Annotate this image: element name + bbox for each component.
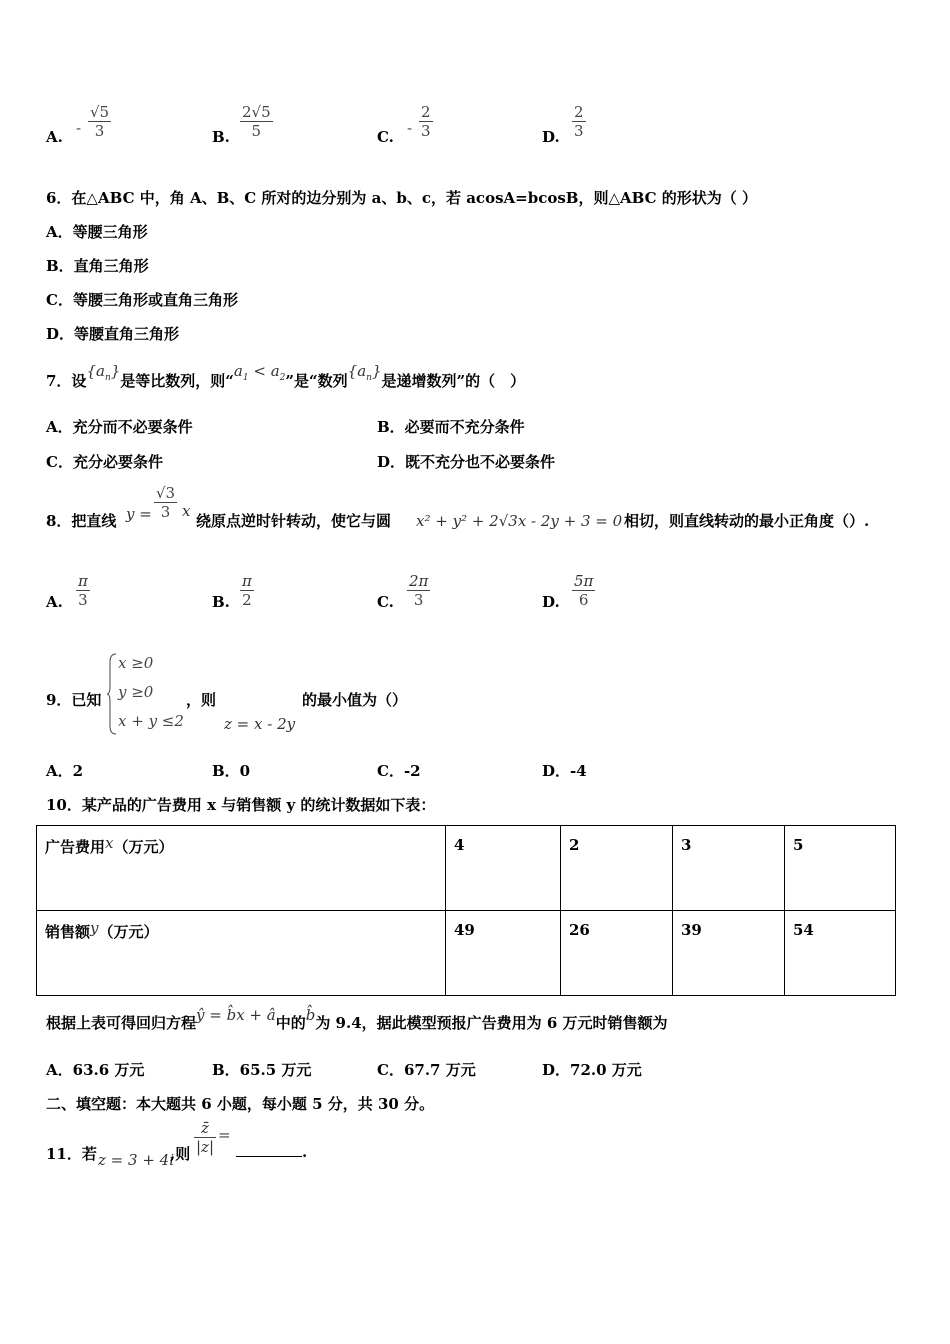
q8-option-d-fraction xyxy=(572,572,595,609)
q11-answer-blank[interactable] xyxy=(232,1143,307,1161)
q11-text-1: 11．若 xyxy=(46,1145,97,1163)
q7-text-1: 7．设 xyxy=(46,372,87,390)
q7-cond-sub2: 2 xyxy=(279,373,286,383)
q8-option-a-den: 3 xyxy=(78,591,88,609)
q11-z-value: z = 3 + 4i xyxy=(98,1151,174,1169)
q11-period: . xyxy=(302,1143,308,1161)
q10-after-text-3: 为 9.4，据此模型预报广告费用为 6 万元时销售额为 xyxy=(315,1014,668,1032)
q9-brace-icon xyxy=(106,652,118,736)
q5-option-a-num: √5 xyxy=(90,103,110,121)
q11-num: z̄ xyxy=(201,1119,209,1137)
q8-option-b-num: π xyxy=(242,572,252,590)
q5-option-a-sign: - xyxy=(76,119,82,137)
q7-condition xyxy=(233,362,286,383)
q11-den: |z| xyxy=(196,1138,215,1156)
q10-regression-equation: ŷ = b̂x + â xyxy=(196,1006,276,1024)
table-row xyxy=(37,826,896,911)
q7-cond-a1: a xyxy=(233,362,243,380)
q5-option-c-sign: - xyxy=(407,119,413,137)
q8-option-a-fraction xyxy=(76,572,90,609)
q7-text-4: 是递增数列”的（ ） xyxy=(381,372,526,390)
q7-cond-lt: < xyxy=(248,362,271,380)
q7-seq2-a: {a xyxy=(347,362,367,380)
q7-option-d: D．既不充分也不必要条件 xyxy=(377,453,556,471)
q7-seq-an-2 xyxy=(347,362,382,383)
q8-option-b-label: B. xyxy=(212,593,230,611)
q9-objective: z = x - 2y xyxy=(224,715,296,733)
row2-var: y xyxy=(90,919,99,937)
table-cell: 2 xyxy=(561,826,673,911)
q9-constraint-1: x ≥0 xyxy=(118,654,154,672)
q8-circle-equation: x² + y² + 2√3x - 2y + 3 = 0 xyxy=(416,512,623,530)
q5-option-b-num: 2√5 xyxy=(242,103,271,121)
table-cell: 54 xyxy=(785,911,896,996)
q7-option-b: B．必要而不充分条件 xyxy=(377,418,525,436)
q5-option-a-fraction xyxy=(76,103,111,140)
table-cell: 39 xyxy=(673,911,785,996)
row1-unit: （万元） xyxy=(113,838,174,856)
q7-seq2-close: } xyxy=(371,362,382,380)
q8-option-b-den: 2 xyxy=(242,591,252,609)
q6-stem: 6．在△ABC 中，角 A、B、C 所对的边分别为 a、b、c，若 acosA=bcosB，则△ABC 的形状为（ ） xyxy=(46,189,757,207)
q9-constraint-2: y ≥0 xyxy=(118,683,154,701)
q8-option-a-num: π xyxy=(78,572,88,590)
q10-bhat: b̂ xyxy=(305,1006,316,1024)
q7-cond-a2: a xyxy=(270,362,280,380)
q8-option-c-den: 3 xyxy=(413,591,424,609)
q5-option-c-label: C. xyxy=(377,128,394,146)
section-2-heading: 二、填空题：本大题共 6 小题，每小题 5 分，共 30 分。 xyxy=(46,1095,435,1113)
q5-option-a-label: A. xyxy=(46,128,63,146)
q9-text-1: 9．已知 xyxy=(46,691,102,709)
q9-option-b: B．0 xyxy=(212,762,251,780)
table-cell: 4 xyxy=(446,826,561,911)
q7-text-3: ”是“数列 xyxy=(285,372,348,390)
q5-option-d-den: 3 xyxy=(574,122,584,140)
row1-header xyxy=(37,826,446,911)
q10-stem: 10．某产品的广告费用 x 与销售额 y 的统计数据如下表： xyxy=(46,796,436,814)
q8-option-a-label: A. xyxy=(46,593,63,611)
q7-seq-an xyxy=(86,362,121,383)
row1-var: x xyxy=(105,834,114,852)
row1-label: 广告费用 xyxy=(45,838,106,856)
q5-option-d-num: 2 xyxy=(574,103,584,121)
q11-equals: = xyxy=(218,1126,231,1144)
table-cell: 5 xyxy=(785,826,896,911)
q11-fraction xyxy=(194,1119,216,1156)
q11-text-2: ,则 xyxy=(170,1145,191,1163)
q10-after-text-1: 根据上表可得回归方程 xyxy=(46,1014,197,1032)
q8-text-2: 绕原点逆时针转动，使它与圆 xyxy=(196,512,392,530)
q10-option-b: B．65.5 万元 xyxy=(212,1061,312,1079)
q7-option-c: C．充分必要条件 xyxy=(46,453,163,471)
q9-option-d: D．-4 xyxy=(542,762,587,780)
row2-unit: （万元） xyxy=(98,923,159,941)
q7-seq2-sub: n xyxy=(366,373,372,383)
q5-option-b-fraction xyxy=(240,103,273,140)
q7-seq-a: {a xyxy=(86,362,105,380)
table-cell: 26 xyxy=(561,911,673,996)
q7-stem xyxy=(46,362,526,393)
row2-label: 销售额 xyxy=(45,923,91,941)
q8-line-y: y = xyxy=(126,505,152,523)
q8-text-3: 相切，则直线转动的最小正角度（）. xyxy=(624,512,870,530)
q7-option-a: A．充分而不必要条件 xyxy=(46,418,193,436)
q7-seq-sub: n xyxy=(104,373,111,383)
q9-constraint-3: x + y ≤2 xyxy=(118,712,184,730)
q7-seq-close: } xyxy=(110,362,121,380)
q7-text-2: 是等比数列，则“ xyxy=(120,372,234,390)
q6-option-d: D．等腰直角三角形 xyxy=(46,325,180,343)
q8-option-c-fraction xyxy=(407,572,430,609)
table-cell: 49 xyxy=(446,911,561,996)
q6-option-c: C．等腰三角形或直角三角形 xyxy=(46,291,238,309)
q10-after xyxy=(46,1006,668,1033)
q5-option-a-den: 3 xyxy=(94,122,105,140)
q5-option-b-den: 5 xyxy=(251,122,262,140)
q8-line-num: √3 xyxy=(156,484,176,502)
table-cell: 3 xyxy=(673,826,785,911)
q5-option-b-label: B. xyxy=(212,128,230,146)
q5-option-c-fraction xyxy=(407,103,433,140)
q8-option-b-fraction xyxy=(240,572,254,609)
q8-line-fraction xyxy=(154,484,177,521)
q8-line-den: 3 xyxy=(160,503,171,521)
q9-option-c: C．-2 xyxy=(377,762,421,780)
q5-option-d-label: D. xyxy=(542,128,560,146)
q10-data-table xyxy=(36,825,896,996)
q8-option-d-den: 6 xyxy=(578,591,589,609)
q9-option-a: A．2 xyxy=(46,762,84,780)
q9-text-2: ，则 xyxy=(186,691,217,709)
q10-option-a: A．63.6 万元 xyxy=(46,1061,145,1079)
q10-option-d: D．72.0 万元 xyxy=(542,1061,642,1079)
q5-option-d-fraction xyxy=(572,103,586,140)
q7-cond-sub1: 1 xyxy=(242,373,249,383)
table-row xyxy=(37,911,896,996)
q10-after-text-2: 中的 xyxy=(275,1014,306,1032)
row2-header xyxy=(37,911,446,996)
q5-option-c-num: 2 xyxy=(421,103,431,121)
q9-text-3: 的最小值为（） xyxy=(302,691,408,709)
q8-option-d-num: 5π xyxy=(574,572,594,590)
q8-option-d-label: D. xyxy=(542,593,560,611)
q6-option-b: B．直角三角形 xyxy=(46,257,149,275)
q8-line-x: x xyxy=(182,502,191,520)
q8-text-1: 8．把直线 xyxy=(46,512,117,530)
q10-option-c: C．67.7 万元 xyxy=(377,1061,476,1079)
q8-option-c-label: C. xyxy=(377,593,394,611)
q5-option-c-den: 3 xyxy=(421,122,431,140)
q6-option-a: A．等腰三角形 xyxy=(46,223,148,241)
q8-option-c-num: 2π xyxy=(409,572,429,590)
